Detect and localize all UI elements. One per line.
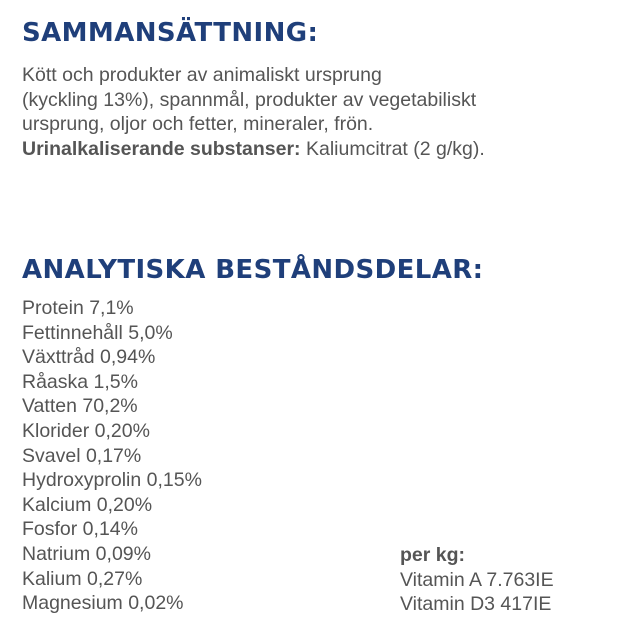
analysis-item-phosphorus: Fosfor 0,14% [22,518,138,541]
composition-heading: SAMMANSÄTTNING: [22,18,319,48]
urinary-alkalizer-label: Urinalkaliserande substanser: [22,137,301,160]
per-kg-vitamin-d3: Vitamin D3 417IE [400,593,552,616]
analysis-item-fat: Fettinnehåll 5,0% [22,321,173,344]
per-kg-vitamin-a: Vitamin A 7.763IE [400,568,554,591]
analysis-item-sulphur: Svavel 0,17% [22,444,142,467]
analysis-item-fibre: Växttråd 0,94% [22,346,156,369]
per-kg-block [400,543,554,617]
analysis-item-hydroxyproline: Hydroxyprolin 0,15% [22,469,202,492]
urinary-alkalizer-value: Kaliumcitrat (2 g/kg). [300,137,485,160]
analysis-item-calcium: Kalcium 0,20% [22,493,153,516]
analysis-heading: ANALYTISKA BESTÅNDSDELAR: [22,255,484,285]
composition-line: Kött och produkter av animaliskt ursprung [22,64,382,86]
analysis-item-chloride: Klorider 0,20% [22,419,150,442]
composition-line: ursprung, oljor och fetter, mineraler, frön. [22,113,374,135]
composition-line: (kyckling 13%), spannmål, produkter av vegetabiliskt [22,88,477,111]
analysis-list [22,296,202,616]
analysis-item-magnesium: Magnesium 0,02% [22,592,184,615]
analysis-item-protein: Protein 7,1% [22,297,134,319]
analysis-item-ash: Råaska 1,5% [22,370,138,393]
analysis-item-potassium: Kalium 0,27% [22,567,143,590]
analysis-item-sodium: Natrium 0,09% [22,542,151,565]
composition-text [22,63,622,161]
urinary-alkalizer-line [22,137,622,162]
analysis-item-water: Vatten 70,2% [22,395,138,418]
per-kg-title: per kg: [400,544,466,566]
